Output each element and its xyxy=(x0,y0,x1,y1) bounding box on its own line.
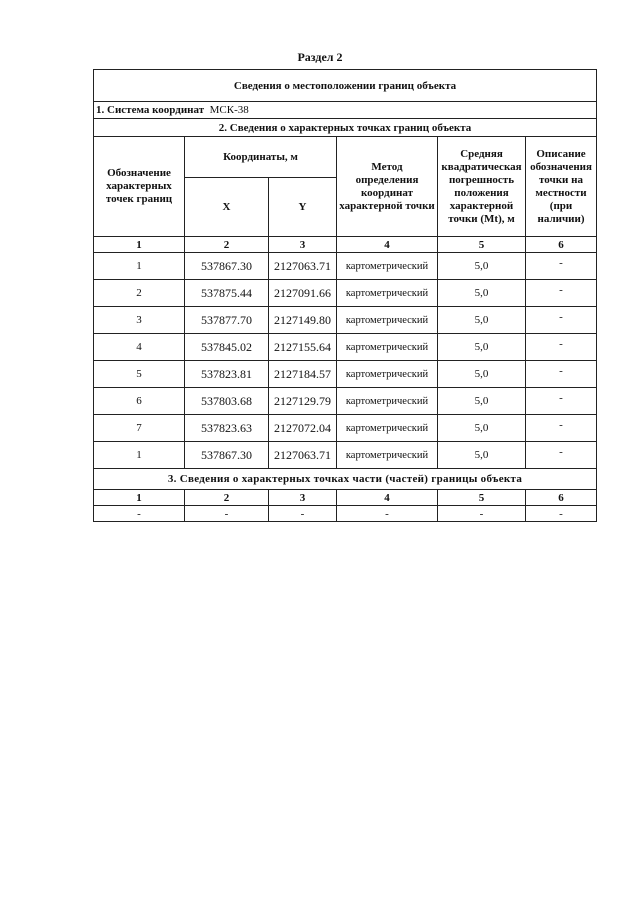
section3-column-number: 1 xyxy=(94,490,185,506)
point-cell: 1 xyxy=(94,253,185,280)
section3-column-number: 6 xyxy=(526,490,597,506)
method-cell: картометрический xyxy=(337,334,438,361)
x-cell: 537867.30 xyxy=(185,442,269,469)
description-value: - xyxy=(559,419,563,431)
header-description: Описание обозначения точки на местности (при наличии) xyxy=(526,137,597,237)
coord-system-row xyxy=(94,102,597,119)
table-row xyxy=(94,361,597,388)
y-cell: 2127149.80 xyxy=(269,307,337,334)
section2-title: 2. Сведения о характерных точках границ объекта xyxy=(94,119,597,137)
section3-column-number: 4 xyxy=(337,490,438,506)
header-x: X xyxy=(185,178,269,237)
error-cell: 5,0 xyxy=(438,307,526,334)
method-cell: картометрический xyxy=(337,280,438,307)
error-cell: 5,0 xyxy=(438,280,526,307)
description-value: - xyxy=(559,257,563,269)
point-cell: 1 xyxy=(94,442,185,469)
description-cell xyxy=(526,361,597,388)
column-number: 4 xyxy=(337,237,438,253)
error-cell: 5,0 xyxy=(438,361,526,388)
section3-cell: - xyxy=(185,506,269,522)
description-cell xyxy=(526,442,597,469)
section3-row xyxy=(94,506,597,522)
x-cell: 537823.81 xyxy=(185,361,269,388)
description-value: - xyxy=(559,338,563,350)
point-cell: 2 xyxy=(94,280,185,307)
y-cell: 2127091.66 xyxy=(269,280,337,307)
table-row xyxy=(94,280,597,307)
point-cell: 7 xyxy=(94,415,185,442)
header-error: Средняя квадратическая погрешность положения характерной точки (Mt), м xyxy=(438,137,526,237)
method-cell: картометрический xyxy=(337,361,438,388)
error-cell: 5,0 xyxy=(438,388,526,415)
section3-cell: - xyxy=(337,506,438,522)
column-number: 3 xyxy=(269,237,337,253)
description-value: - xyxy=(559,311,563,323)
method-cell: картометрический xyxy=(337,388,438,415)
x-cell: 537803.68 xyxy=(185,388,269,415)
table-row xyxy=(94,253,597,280)
section3-cell: - xyxy=(526,506,597,522)
header-coords: Координаты, м xyxy=(185,137,337,178)
header-point: Обозначение характерных точек границ xyxy=(94,137,185,237)
column-number: 5 xyxy=(438,237,526,253)
y-cell: 2127063.71 xyxy=(269,442,337,469)
section3-column-numbers-row xyxy=(94,490,597,506)
method-cell: картометрический xyxy=(337,442,438,469)
method-cell: картометрический xyxy=(337,307,438,334)
point-cell: 6 xyxy=(94,388,185,415)
section3-cell: - xyxy=(269,506,337,522)
description-cell xyxy=(526,388,597,415)
section3-title: 3. Сведения о характерных точках части (частей) границы объекта xyxy=(94,469,597,490)
method-cell: картометрический xyxy=(337,253,438,280)
table-row xyxy=(94,388,597,415)
y-cell: 2127063.71 xyxy=(269,253,337,280)
coord-system-value: МСК-38 xyxy=(209,104,249,116)
table-row xyxy=(94,307,597,334)
x-cell: 537823.63 xyxy=(185,415,269,442)
description-cell xyxy=(526,253,597,280)
description-cell xyxy=(526,307,597,334)
y-cell: 2127184.57 xyxy=(269,361,337,388)
description-cell xyxy=(526,280,597,307)
column-number: 6 xyxy=(526,237,597,253)
table-row xyxy=(94,442,597,469)
y-cell: 2127072.04 xyxy=(269,415,337,442)
section-title: Раздел 2 xyxy=(297,50,343,64)
x-cell: 537867.30 xyxy=(185,253,269,280)
boundary-table xyxy=(93,69,597,522)
table-title: Сведения о местоположении границ объекта xyxy=(94,70,597,102)
table-row xyxy=(94,415,597,442)
description-value: - xyxy=(559,365,563,377)
table-row xyxy=(94,334,597,361)
header-y: Y xyxy=(269,178,337,237)
column-number: 1 xyxy=(94,237,185,253)
error-cell: 5,0 xyxy=(438,415,526,442)
column-number: 2 xyxy=(185,237,269,253)
description-value: - xyxy=(559,446,563,458)
point-cell: 5 xyxy=(94,361,185,388)
header-method: Метод определения координат характерной точки xyxy=(337,137,438,237)
section3-column-number: 2 xyxy=(185,490,269,506)
error-cell: 5,0 xyxy=(438,334,526,361)
point-cell: 4 xyxy=(94,334,185,361)
section3-column-number: 3 xyxy=(269,490,337,506)
method-cell: картометрический xyxy=(337,415,438,442)
coord-system-label: 1. Система координат xyxy=(96,104,205,116)
point-cell: 3 xyxy=(94,307,185,334)
section3-column-number: 5 xyxy=(438,490,526,506)
section3-cell: - xyxy=(438,506,526,522)
description-value: - xyxy=(559,284,563,296)
x-cell: 537875.44 xyxy=(185,280,269,307)
x-cell: 537845.02 xyxy=(185,334,269,361)
y-cell: 2127155.64 xyxy=(269,334,337,361)
y-cell: 2127129.79 xyxy=(269,388,337,415)
description-cell xyxy=(526,334,597,361)
column-numbers-row xyxy=(94,237,597,253)
section3-cell: - xyxy=(94,506,185,522)
x-cell: 537877.70 xyxy=(185,307,269,334)
error-cell: 5,0 xyxy=(438,442,526,469)
description-cell xyxy=(526,415,597,442)
error-cell: 5,0 xyxy=(438,253,526,280)
description-value: - xyxy=(559,392,563,404)
